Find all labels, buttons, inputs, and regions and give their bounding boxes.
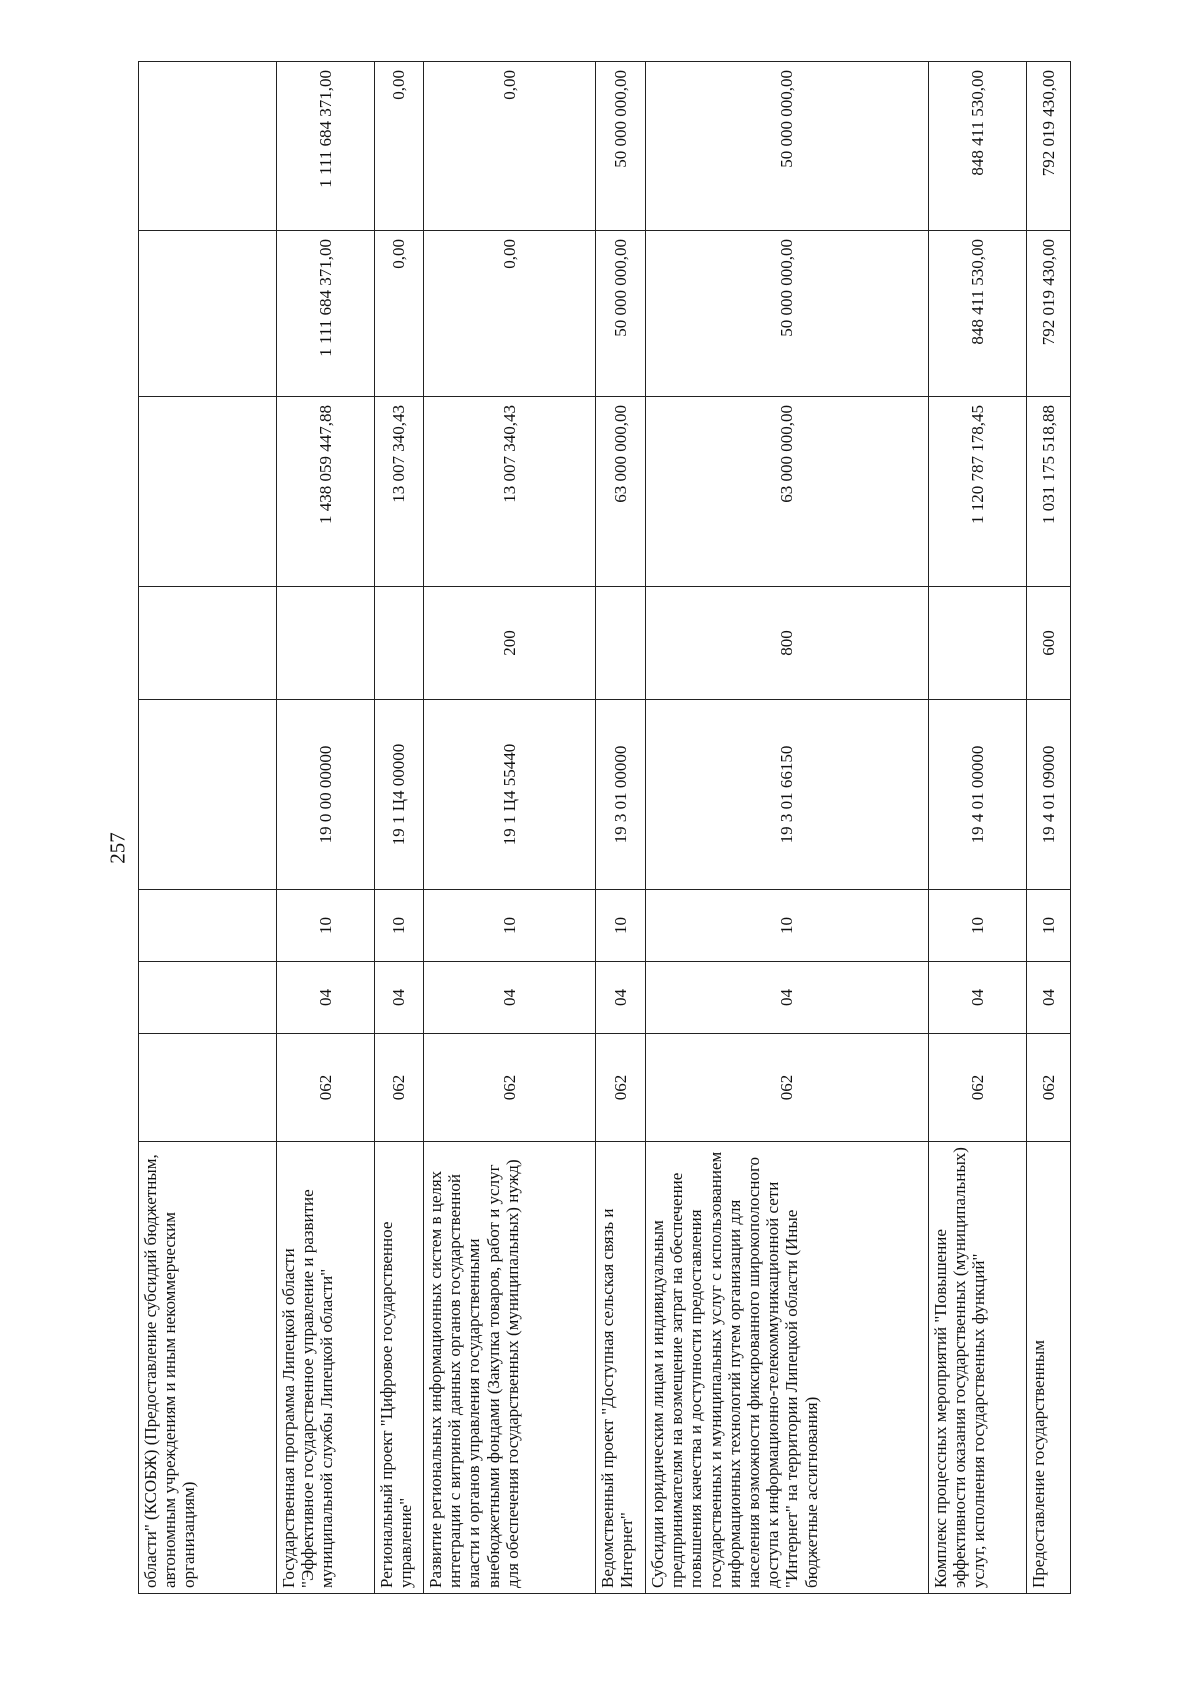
row-name: Развитие региональных информационных систем в целях интеграции с витриной данных органов государственной власти и органов управления государственными внебюджетными фондами (Закупка товаров, работ и услуг для обеспечения государственных (муниципальных) нужд) — [424, 1142, 596, 1594]
section-code: 04 — [424, 962, 596, 1034]
amount-3: 50 000 000,00 — [646, 62, 929, 231]
amount-1 — [139, 397, 277, 587]
row-name: Комплекс процессных мероприятий "Повышение эффективности оказания государственных (муниципальных) услуг, исполнения государственных функций" — [929, 1142, 1027, 1594]
subsection-code: 10 — [929, 890, 1027, 962]
expense-type — [929, 587, 1027, 700]
amount-2: 1 111 684 371,00 — [277, 231, 375, 397]
table-row — [277, 62, 375, 1594]
ministry-code: 062 — [375, 1034, 424, 1142]
expense-type — [277, 587, 375, 700]
section-code: 04 — [277, 962, 375, 1034]
amount-2: 50 000 000,00 — [596, 231, 646, 397]
target-article: 19 4 01 09000 — [1027, 700, 1071, 890]
amount-3: 848 411 530,00 — [929, 62, 1027, 231]
ministry-code: 062 — [424, 1034, 596, 1142]
ministry-code: 062 — [1027, 1034, 1071, 1142]
target-article: 19 0 00 00000 — [277, 700, 375, 890]
section-code: 04 — [1027, 962, 1071, 1034]
rotated-table-container — [138, 62, 1070, 1594]
amount-1: 13 007 340,43 — [375, 397, 424, 587]
subsection-code — [139, 890, 277, 962]
target-article: 19 1 Ц4 00000 — [375, 700, 424, 890]
amount-3: 0,00 — [424, 62, 596, 231]
budget-table — [138, 61, 1071, 1594]
row-name: Предоставление государственным — [1027, 1142, 1071, 1594]
target-article: 19 3 01 00000 — [596, 700, 646, 890]
amount-1: 63 000 000,00 — [646, 397, 929, 587]
row-name: Ведомственный проект "Доступная сельская связь и Интернет" — [596, 1142, 646, 1594]
section-code: 04 — [646, 962, 929, 1034]
amount-2: 792 019 430,00 — [1027, 231, 1071, 397]
amount-3 — [139, 62, 277, 231]
ministry-code — [139, 1034, 277, 1142]
subsection-code: 10 — [596, 890, 646, 962]
amount-3: 1 111 684 371,00 — [277, 62, 375, 231]
ministry-code: 062 — [929, 1034, 1027, 1142]
subsection-code: 10 — [646, 890, 929, 962]
amount-3: 50 000 000,00 — [596, 62, 646, 231]
table-row — [646, 62, 929, 1594]
ministry-code: 062 — [277, 1034, 375, 1142]
amount-1: 63 000 000,00 — [596, 397, 646, 587]
amount-1: 1 120 787 178,45 — [929, 397, 1027, 587]
expense-type — [375, 587, 424, 700]
section-code: 04 — [596, 962, 646, 1034]
row-name: области" (КСОБЖ) (Предоставление субсидий бюджетным, автономным учреждениям и иным некоммерческим организациям) — [139, 1142, 277, 1594]
amount-1: 1 031 175 518,88 — [1027, 397, 1071, 587]
amount-1: 1 438 059 447,88 — [277, 397, 375, 587]
amount-2: 0,00 — [424, 231, 596, 397]
subsection-code: 10 — [277, 890, 375, 962]
amount-2 — [139, 231, 277, 397]
subsection-code: 10 — [424, 890, 596, 962]
table-row — [375, 62, 424, 1594]
row-name: Государственная программа Липецкой области "Эффективное государственное управление и развитие муниципальной службы Липецкой области" — [277, 1142, 375, 1594]
target-article: 19 3 01 66150 — [646, 700, 929, 890]
table-row — [139, 62, 277, 1594]
subsection-code: 10 — [375, 890, 424, 962]
table-row — [929, 62, 1027, 1594]
amount-3: 0,00 — [375, 62, 424, 231]
row-name: Региональный проект "Цифровое государственное управление" — [375, 1142, 424, 1594]
subsection-code: 10 — [1027, 890, 1071, 962]
target-article — [139, 700, 277, 890]
amount-3: 792 019 430,00 — [1027, 62, 1071, 231]
amount-1: 13 007 340,43 — [424, 397, 596, 587]
amount-2: 50 000 000,00 — [646, 231, 929, 397]
ministry-code: 062 — [596, 1034, 646, 1142]
expense-type: 200 — [424, 587, 596, 700]
section-code: 04 — [375, 962, 424, 1034]
amount-2: 0,00 — [375, 231, 424, 397]
target-article: 19 4 01 00000 — [929, 700, 1027, 890]
table-row — [596, 62, 646, 1594]
ministry-code: 062 — [646, 1034, 929, 1142]
section-code — [139, 962, 277, 1034]
table-row — [424, 62, 596, 1594]
table-row — [1027, 62, 1071, 1594]
page-number: 257 — [105, 832, 130, 864]
section-code: 04 — [929, 962, 1027, 1034]
expense-type: 600 — [1027, 587, 1071, 700]
row-name: Субсидии юридическим лицам и индивидуальным предпринимателям на возмещение затрат на обеспечение повышения качества и доступности предоставления государственных и муниципальных услуг с использованием информационных технологий путем организации для населения возможности фиксированного широкополосного доступа к информационно-телекоммуникационной сети "Интернет" на территории Липецкой области (Иные бюджетные ассигнования) — [646, 1142, 929, 1594]
amount-2: 848 411 530,00 — [929, 231, 1027, 397]
expense-type — [139, 587, 277, 700]
expense-type — [596, 587, 646, 700]
expense-type: 800 — [646, 587, 929, 700]
target-article: 19 1 Ц4 55440 — [424, 700, 596, 890]
